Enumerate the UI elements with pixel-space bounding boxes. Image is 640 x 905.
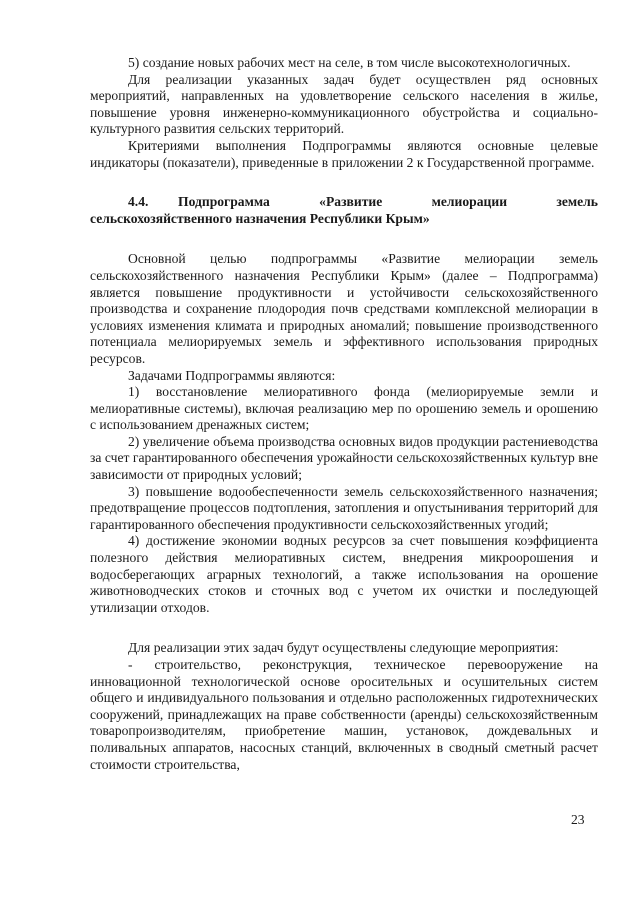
task-item-4: 4) достижение экономии водных ресурсов за счет повышения коэффициента полезного действия мелиоративных систем, внедрения микроорошения и водосберегающих аграрных технологий, а также использования на орошение животноводческих стоков и сточных вод с учетом их очистки и последующей утилизации отходов. <box>90 533 598 615</box>
paragraph-criteria: Критериями выполнения Подпрограммы являются основные целевые индикаторы (показатели), приведенные в приложении 2 к Государственной программе. <box>90 137 598 170</box>
section-heading <box>90 194 598 227</box>
section-number: 4.4. <box>128 194 149 210</box>
task-item-2: 2) увеличение объема производства основных видов продукции растениеводства за счет гарантированного обеспечения урожайности сельскохозяйственных культур вне зависимости от природных условий; <box>90 433 598 483</box>
paragraph-measures-intro: Для реализации этих задач будут осуществлены следующие мероприятия: <box>128 640 559 656</box>
paragraph-main-goal: Основной целью подпрограммы «Развитие мелиорации земель сельскохозяйственного назначения Республики Крым» (далее – Подпрограмма) является повышение продуктивности и устойчивости сельскохозяйственного производства и сохранение плодородия почв средствами комплексной мелиорации в условиях изменения климата и природных аномалий; повышение производственного потенциала мелиорируемых земель и эффективного использования природных ресурсов. <box>90 251 598 366</box>
paragraph-implementation: Для реализации указанных задач будет осуществлен ряд основных мероприятий, направленных на удовлетворение сельского населения в жилье, повышение уровня инженерно-коммуникационного обустройства и социально-культурного развития сельских территорий. <box>90 71 598 137</box>
paragraph-tasks-intro: Задачами Подпрограммы являются: <box>128 367 336 383</box>
page-number: 23 <box>571 812 585 827</box>
section-title: Подпрограмма «Развитие мелиорации земель сельскохозяйственного назначения Республики Крым» <box>90 194 598 226</box>
document-page <box>90 55 598 773</box>
task-item-1: 1) восстановление мелиоративного фонда (мелиорируемые земли и мелиоративные системы), включая реализацию мер по орошению земель и орошению с использованием дренажных систем; <box>90 384 598 433</box>
measure-item-1: - строительство, реконструкция, техническое перевооружение на инновационной технологической основе оросительных и осушительных систем общего и индивидуального пользования и отдельно расположенных гидротехнических сооружений, принадлежащих на праве собственности (аренды) сельскохозяйственным товаропроизводителям, приобретение машин, установок, дождевальных и поливальных аппаратов, насосных станций, включенных в сводный сметный расчет стоимости строительства, <box>90 657 598 772</box>
paragraph-item-5: 5) создание новых рабочих мест на селе, в том числе высокотехнологичных. <box>128 55 571 70</box>
task-item-3: 3) повышение водообеспеченности земель сельскохозяйственного назначения; предотвращение процессов подтопления, затопления и опустынивания территорий для гарантированного обеспечения продуктивности сельскохозяйственных угодий; <box>90 483 598 532</box>
